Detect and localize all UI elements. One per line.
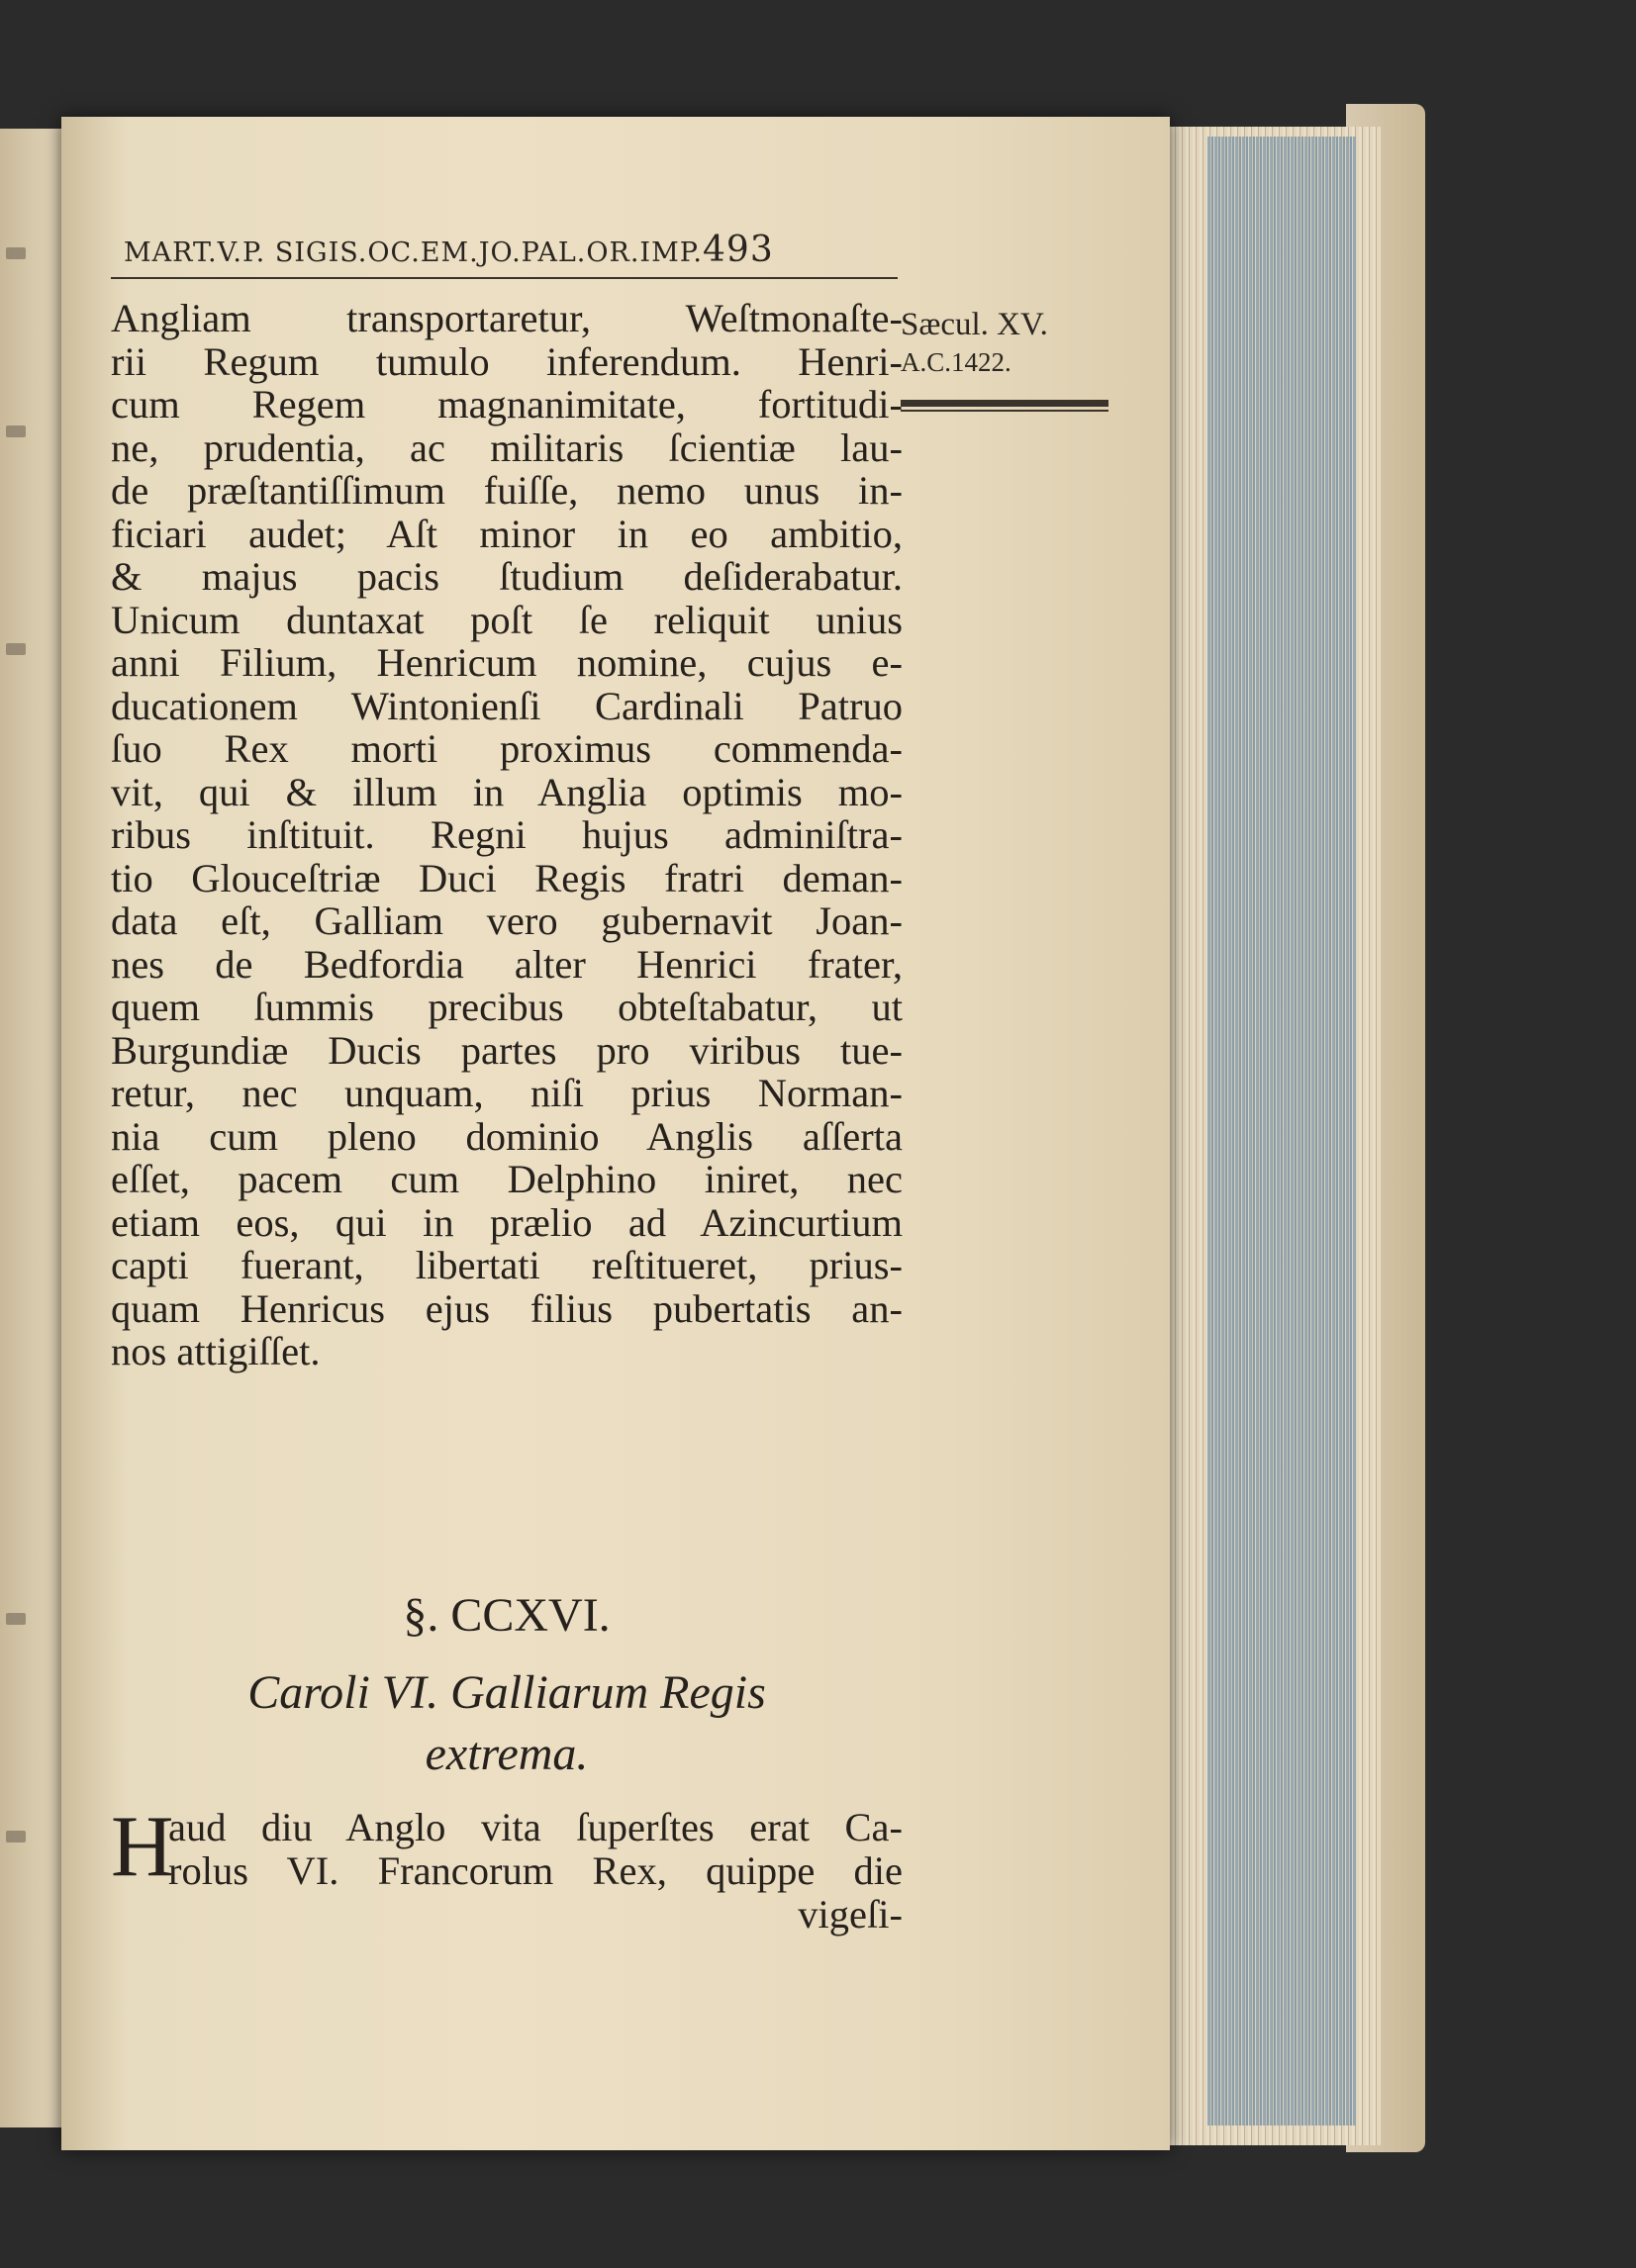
text-line: eſſet, pacem cum Delphino iniret, nec — [111, 1157, 903, 1201]
page-fore-edge — [1158, 127, 1381, 2145]
text-line: etiam eos, qui in prælio ad Azincurtium — [111, 1199, 903, 1245]
text-line: Unicum duntaxat poſt ſe reliquit unius — [111, 597, 903, 642]
running-title: MART.V.P. SIGIS.OC.EM.JO.PAL.OR.IMP. — [124, 237, 704, 268]
text-line: aud diu Anglo vita ſuperſtes erat Ca- — [168, 1805, 903, 1849]
text-line: ficiari audet; Aſt minor in eo ambitio, — [111, 511, 903, 556]
text-line: cum Regem magnanimitate, fortitudi- — [111, 382, 903, 426]
margin-rule — [901, 400, 1108, 407]
header-rule — [111, 277, 898, 279]
text-line: & majus pacis ſtudium deſiderabatur. — [111, 554, 903, 599]
text-line: ne, prudentia, ac militaris ſcientiæ lau- — [111, 425, 903, 470]
text-line: Burgundiæ Ducis partes pro viribus tue- — [111, 1027, 903, 1073]
text-line: de præſtantiſſimum fuiſſe, nemo unus in- — [111, 468, 903, 513]
text-line: nia cum pleno dominio Anglis aſſerta — [111, 1113, 903, 1159]
text-line: vit, qui & illum in Anglia optimis mo- — [111, 769, 903, 814]
margin-rule-thin — [901, 410, 1108, 412]
text-line: ſuo Rex morti proximus commenda- — [111, 726, 903, 771]
text-line: nes de Bedfordia alter Henrici frater, — [111, 941, 903, 987]
text-line: ducationem Wintonienſi Cardinali Patruo — [111, 683, 903, 728]
bleed-fragment — [6, 1831, 26, 1843]
section-title-line: extrema. — [425, 1728, 589, 1780]
text-line: retur, nec unquam, niſi prius Norman- — [111, 1071, 903, 1115]
text-line: Angliam transportaretur, Weſtmonaſte- — [111, 296, 903, 340]
text-line: capti fuerant, libertati reſtitueret, prius- — [111, 1243, 903, 1287]
text-line: rolus VI. Francorum Rex, quippe die — [168, 1848, 903, 1893]
text-line: data eſt, Galliam vero gubernavit Joan- — [111, 898, 903, 943]
text-line: quam Henricus ejus filius pubertatis an- — [111, 1285, 903, 1331]
sprinkled-edge — [1207, 137, 1356, 2126]
drop-cap: H — [111, 1799, 174, 1895]
section-paragraph — [111, 1799, 903, 1937]
catchword: vigeſi- — [798, 1892, 903, 1937]
text-line: anni Filium, Henricum nomine, cujus e- — [111, 640, 903, 685]
text-line: ribus inſtituit. Regni hujus adminiſtra- — [111, 812, 903, 857]
text-line: rii Regum tumulo inferendum. Henri- — [111, 338, 903, 384]
text-line: nos attigiſſet. — [111, 1329, 321, 1373]
margin-note — [901, 307, 1118, 412]
margin-year: A.C.1422. — [901, 347, 1011, 377]
text-line: quem ſummis precibus obteſtabatur, ut — [111, 985, 903, 1029]
body-paragraph — [111, 297, 903, 1373]
running-header — [124, 230, 896, 270]
margin-seculum: Sæcul. XV. — [901, 307, 1048, 342]
bleed-fragment — [6, 1613, 26, 1625]
text-line: tio Glouceſtriæ Duci Regis fratri deman- — [111, 855, 903, 900]
bleed-fragment — [6, 247, 26, 259]
section-number: §. CCXVI. — [403, 1589, 611, 1642]
section-title — [111, 1662, 903, 1785]
bleed-fragment — [6, 643, 26, 655]
section-title-line: Caroli VI. Galliarum Regis — [247, 1666, 766, 1719]
bleed-fragment — [6, 425, 26, 437]
page-number: 493 — [703, 230, 774, 270]
